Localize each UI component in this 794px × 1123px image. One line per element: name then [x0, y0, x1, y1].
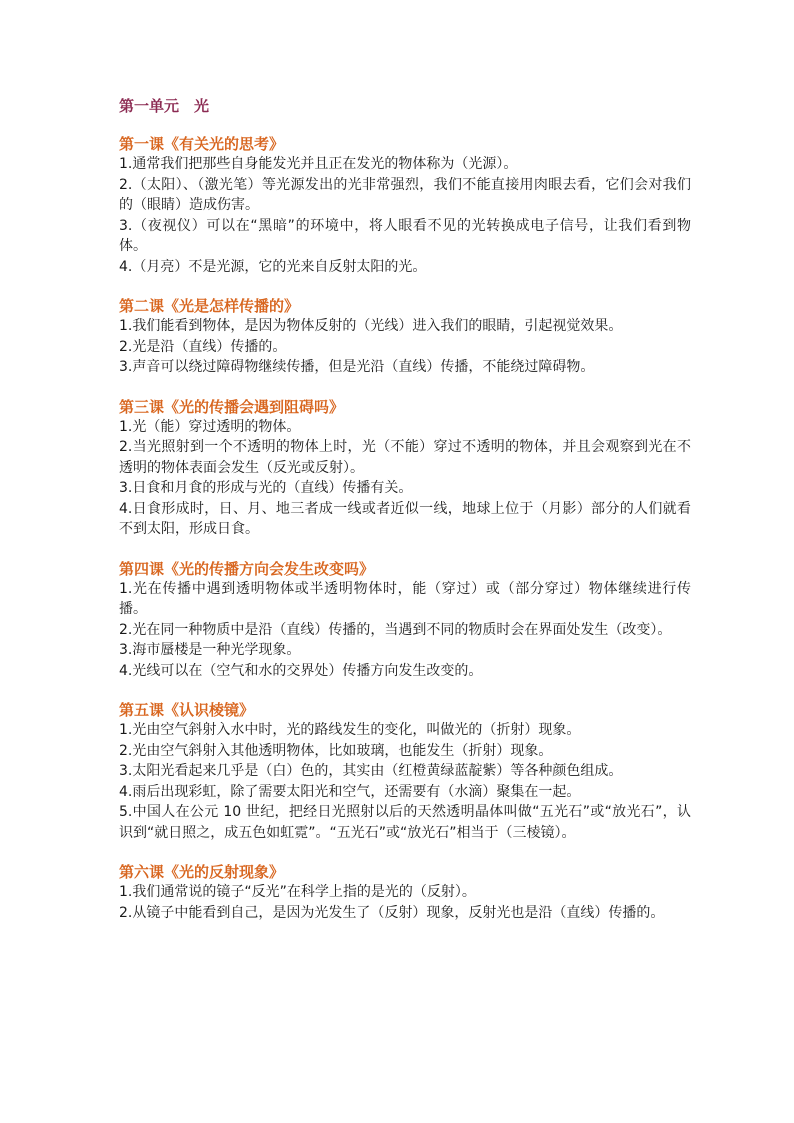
lesson-title: 第三课《光的传播会遇到阻碍吗》 [119, 397, 345, 416]
lesson-line: 1.光由空气斜射入水中时，光的路线发生的变化，叫做光的（折射）现象。 [119, 722, 581, 738]
lesson-line: 3.（夜视仪）可以在“黑暗”的环境中，将人眼看不见的光转换成电子信号，让我们看到物体。 [119, 217, 691, 254]
lesson-line: 3.日食和月食的形成与光的（直线）传播有关。 [119, 480, 413, 496]
lesson-line: 4.雨后出现彩虹，除了需要太阳光和空气，还需要有（水滴）聚集在一起。 [119, 783, 581, 800]
lesson-line: 3.海市蜃楼是一种光学现象。 [119, 642, 301, 658]
lesson-1 [119, 134, 691, 277]
lesson-title: 第一课《有关光的思考》 [119, 135, 285, 153]
lesson-title: 第四课《光的传播方向会发生改变吗》 [119, 559, 375, 578]
lesson-line: 5.中国人在公元 10 世纪，把经日光照射以后的天然透明晶体叫做“五光石”或“放光石”，认识到“就日照之，成五色如虹霓”。“五光石”或“放光石”相当于（三棱镜）。 [119, 804, 691, 841]
lesson-line: 2.光是沿（直线）传播的。 [119, 338, 287, 355]
lesson-4 [119, 559, 691, 682]
lesson-line: 2.（太阳）、（激光笔）等光源发出的光非常强烈，我们不能直接用肉眼去看，它们会对我们的（眼睛）造成伤害。 [119, 176, 691, 213]
lesson-line: 2.从镜子中能看到自己，是因为光发生了（反射）现象，反射光也是沿（直线）传播的。 [119, 904, 665, 921]
lesson-3 [119, 397, 691, 540]
lesson-5 [119, 700, 691, 843]
lesson-line: 2.光由空气斜射入其他透明物体，比如玻璃，也能发生（折射）现象。 [119, 742, 553, 759]
lesson-2 [119, 296, 691, 378]
lesson-title: 第二课《光是怎样传播的》 [119, 297, 300, 315]
lesson-6 [119, 862, 691, 923]
lesson-line: 1.我们通常说的镜子“反光”在科学上指的是光的（反射）。 [119, 884, 476, 900]
lesson-line: 3.声音可以绕过障碍物继续传播，但是光沿（直线）传播，不能绕过障碍物。 [119, 359, 595, 375]
lesson-line: 4.（月亮）不是光源，它的光来自反射太阳的光。 [119, 258, 427, 275]
lesson-line: 2.当光照射到一个不透明的物体上时，光（不能）穿过不透明的物体，并且会观察到光在不透明的物体表面会发生（反光或反射）。 [119, 439, 691, 476]
lesson-title: 第五课《认识棱镜》 [119, 701, 255, 719]
lesson-line: 4.日食形成时，日、月、地三者成一线或者近似一线，地球上位于（月影）部分的人们就看不到太阳，形成日食。 [119, 500, 691, 537]
lesson-line: 2.光在同一种物质中是沿（直线）传播的，当遇到不同的物质时会在界面处发生（改变）。 [119, 621, 672, 638]
lesson-line: 3.太阳光看起来几乎是（白）色的，其实由（红橙黄绿蓝靛紫）等各种颜色组成。 [119, 763, 623, 779]
lesson-line: 4.光线可以在（空气和水的交界处）传播方向发生改变的。 [119, 662, 483, 679]
lesson-line: 1.通常我们把那些自身能发光并且正在发光的物体称为（光源）。 [119, 156, 518, 172]
lesson-line: 1.光（能）穿过透明的物体。 [119, 418, 301, 435]
lesson-title: 第六课《光的反射现象》 [119, 863, 285, 881]
lesson-line: 1.我们能看到物体，是因为物体反射的（光线）进入我们的眼睛，引起视觉效果。 [119, 318, 623, 334]
document-page [119, 96, 691, 942]
lesson-line: 1.光在传播中遇到透明物体或半透明物体时，能（穿过）或（部分穿过）物体继续进行传播。 [119, 580, 691, 617]
unit-title: 第一单元 光 [119, 97, 210, 115]
